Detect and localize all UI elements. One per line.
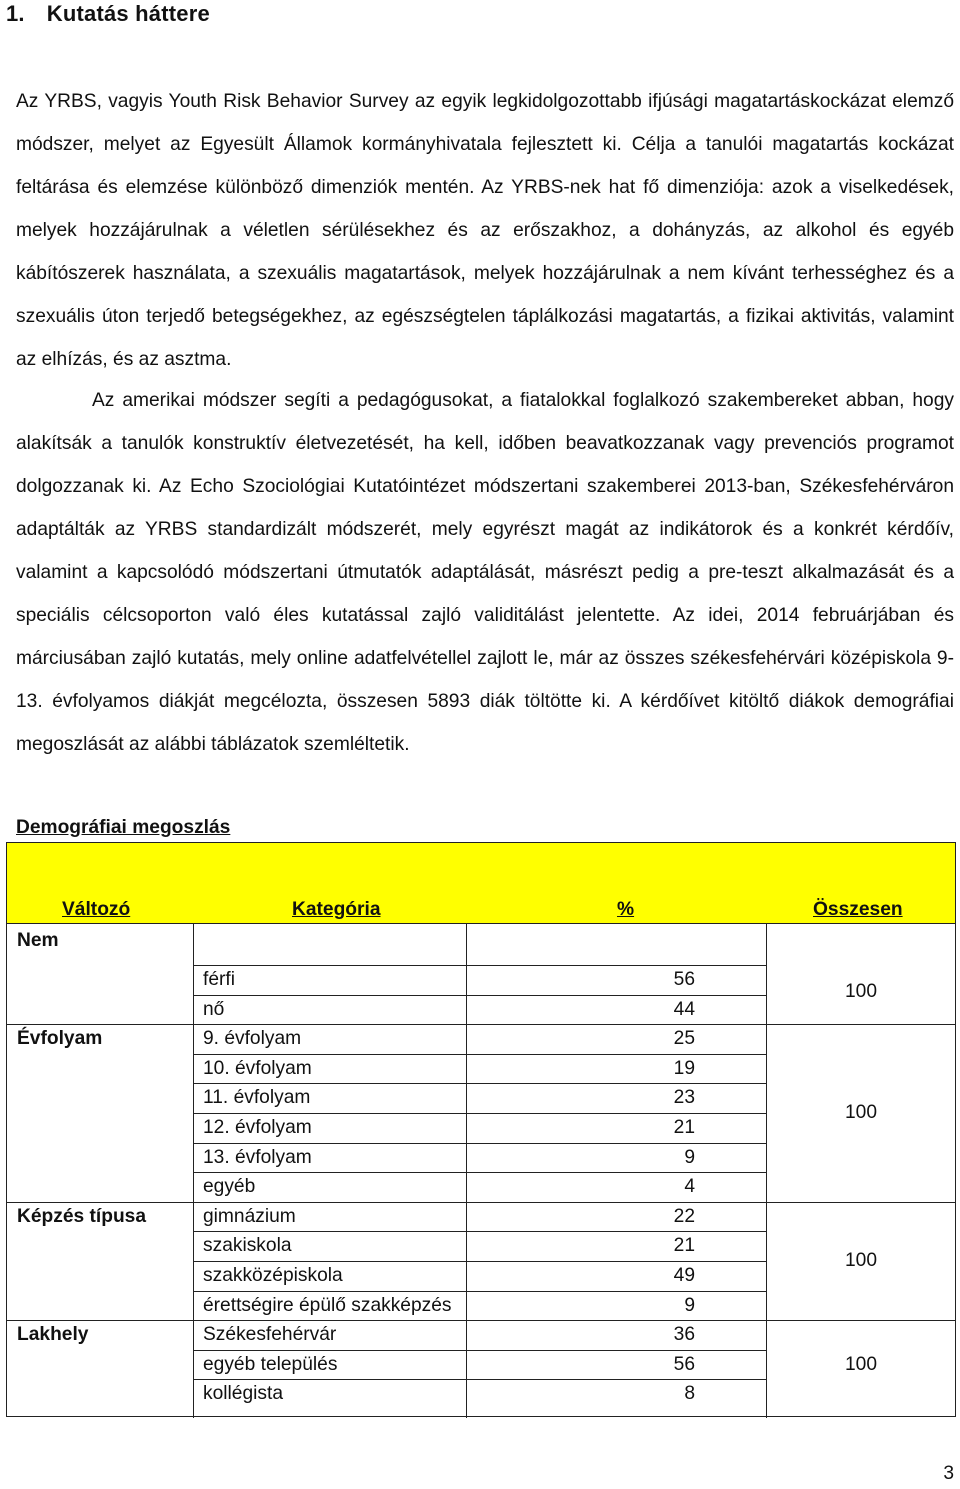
table-percent-cell: 56	[673, 1353, 695, 1375]
row-divider	[193, 1261, 766, 1262]
table-category-cell: férfi	[203, 969, 235, 990]
section-title: Kutatás háttere	[46, 1, 210, 26]
header-variable: Változó	[62, 899, 131, 920]
table-total-cell: 100	[844, 981, 877, 1003]
table-category-cell: érettségire épülő szakképzés	[203, 1294, 452, 1316]
row-divider	[193, 1143, 766, 1144]
page-number: 3	[943, 1463, 954, 1484]
table-percent-cell: 19	[673, 1057, 695, 1079]
row-divider	[193, 1054, 766, 1055]
table-category-cell: egyéb település	[203, 1353, 338, 1375]
paragraph-method: Az amerikai módszer segíti a pedagógusokat, a fiatalokkal foglalkozó szakembereket abban, hogy alakítsák a tanulók konstruktív életvezetését, ha kell, időben beavatkozzanak vagy prevenciós programot dolgozzanak ki. Az Echo Szociológiai Kutatóintézet módszertani szakemberei 2013-ban, Székesfehérváron adaptálták az YRBS standardizált módszerét, mely egyrészt magát az indikátorok és a konkrét kérdőív, valamint a kapcsolódó módszertani útmutatók adaptálását, másrészt pedig a pre-teszt alkalmazását és a speciális célcsoporton való éles kutatással zajló validitálást jelentette. Az idei, 2014 februárjában és márciusában zajló kutatás, mely online adatfelvétellel zajlott le, már az összes székesfehérvári középiskola 9-13. évfolyamos diákját megcélozta, összesen 5893 diák töltötte ki. A kérdőívet kitöltő diákok demográfiai megoszlását az alábbi táblázatok szemléltetik.	[16, 390, 954, 755]
table-percent-cell: 49	[673, 1265, 695, 1286]
header-total: Összesen	[813, 899, 903, 920]
demographics-table	[6, 842, 956, 1417]
row-divider	[193, 1172, 766, 1173]
row-divider	[193, 995, 766, 996]
row-divider	[193, 965, 766, 966]
table-category-cell: 10. évfolyam	[203, 1057, 312, 1079]
row-divider	[193, 1320, 766, 1321]
table-percent-cell: 8	[684, 1383, 695, 1405]
table-category-cell: szakiskola	[203, 1235, 292, 1257]
table-variable-cell: Lakhely	[17, 1324, 89, 1346]
column-divider	[766, 924, 767, 1418]
table-category-cell: szakközépiskola	[203, 1265, 343, 1286]
table-category-cell: 13. évfolyam	[203, 1146, 312, 1168]
row-divider	[193, 1083, 766, 1084]
header-category: Kategória	[292, 899, 381, 920]
group-divider	[7, 1024, 193, 1025]
table-percent-cell: 36	[673, 1324, 695, 1346]
column-divider	[193, 924, 194, 1418]
group-divider	[766, 1202, 956, 1203]
section-number: 1.	[6, 1, 25, 26]
table-total-cell: 100	[844, 1102, 877, 1123]
table-category-cell: egyéb	[203, 1176, 256, 1198]
table-category-cell: 11. évfolyam	[203, 1087, 311, 1109]
group-divider	[7, 1202, 193, 1203]
row-divider	[193, 1202, 766, 1203]
table-variable-cell: Képzés típusa	[17, 1205, 147, 1227]
table-percent-cell: 21	[673, 1235, 695, 1257]
table-variable-cell: Nem	[17, 930, 59, 951]
row-divider	[193, 1291, 766, 1292]
table-total-cell: 100	[844, 1353, 877, 1375]
table-category-cell: gimnázium	[203, 1205, 296, 1227]
group-divider	[766, 1320, 956, 1321]
table-percent-cell: 9	[684, 1146, 695, 1168]
table-percent-cell: 21	[673, 1117, 695, 1138]
table-percent-cell: 4	[684, 1176, 695, 1198]
group-divider	[7, 1320, 193, 1321]
table-title: Demográfiai megoszlás	[16, 817, 231, 838]
table-total-cell: 100	[844, 1250, 877, 1271]
table-percent-cell: 56	[673, 969, 695, 990]
table-percent-cell: 25	[673, 1028, 695, 1050]
table-percent-cell: 44	[673, 998, 695, 1020]
table-category-cell: 9. évfolyam	[203, 1028, 302, 1050]
row-divider	[193, 1379, 766, 1380]
table-header-row	[7, 843, 955, 924]
table-category-cell: 12. évfolyam	[203, 1117, 312, 1138]
row-divider	[193, 1350, 766, 1351]
column-divider	[466, 924, 467, 1418]
row-divider	[193, 1113, 766, 1114]
table-category-cell: Székesfehérvár	[203, 1324, 337, 1346]
table-category-cell: kollégista	[203, 1383, 283, 1405]
row-divider	[193, 1231, 766, 1232]
header-percent: %	[617, 899, 635, 920]
table-variable-cell: Évfolyam	[17, 1028, 103, 1050]
table-category-cell: nő	[203, 998, 225, 1020]
table-percent-cell: 23	[673, 1087, 695, 1109]
paragraph-intro: Az YRBS, vagyis Youth Risk Behavior Survey az egyik legkidolgozottabb ifjúsági magatartáskockázat elemző módszer, melyet az Egyesült Államok kormányhivatala fejlesztett ki. Célja a tanulói magatartás kockázat feltárása és elemzése különböző dimenziók mentén. Az YRBS-nek hat fő dimenziója: azok a viselkedések, melyek hozzájárulnak a véletlen sérülésekhez és az erőszakhoz, a dohányzás, az alkohol és egyéb kábítószerek használata, a szexuális magatartások, melyek hozzájárulnak a nem kívánt terhességhez és a szexuális úton terjedő betegségekhez, az egészségtelen táplálkozási magatartás, a fizikai aktivitás, valamint az elhízás, és az asztma.	[16, 91, 954, 370]
section-heading	[6, 0, 210, 28]
group-divider	[766, 1024, 956, 1025]
table-percent-cell: 9	[684, 1294, 695, 1316]
row-divider	[193, 1024, 766, 1025]
table-percent-cell: 22	[673, 1205, 695, 1227]
